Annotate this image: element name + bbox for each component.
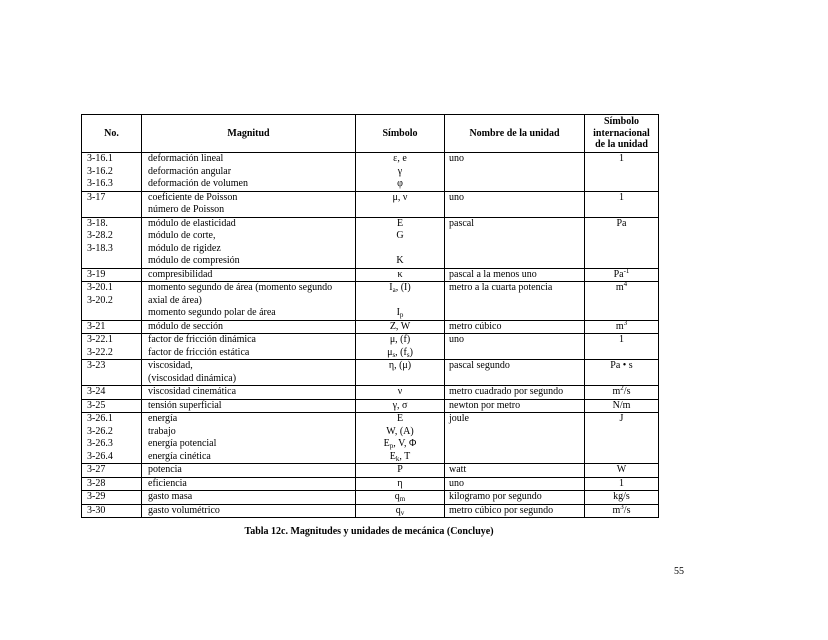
cell-no: [82, 464, 142, 478]
cell-no: [82, 477, 142, 491]
cell-simbolo-si: [585, 464, 659, 478]
cell-simbolo: [356, 413, 445, 464]
cell-simbolo-line: $I_a$, (I): [389, 282, 411, 294]
cell-unidad-line: pascal: [449, 217, 474, 229]
cell-simbolo-si: [585, 399, 659, 413]
cell-simbolo-si: [585, 504, 659, 518]
cell-simbolo: [356, 217, 445, 268]
cell-simbolo-line: G: [396, 230, 404, 241]
cell-simbolo-line: φ: [397, 178, 403, 189]
cell-simbolo: [356, 191, 445, 217]
table-row: [82, 386, 659, 400]
header-magnitud: Magnitud: [142, 115, 356, 153]
cell-simbolo-si-line: W: [616, 464, 627, 475]
mechanics-units-table: [81, 114, 659, 518]
cell-unidad-line: joule: [449, 413, 469, 424]
cell-no-line: 3-29: [87, 491, 106, 502]
cell-no-line: 3-18.: [87, 217, 108, 229]
cell-magnitud: [142, 282, 356, 321]
cell-simbolo-si-line: Pa: [616, 217, 627, 229]
cell-simbolo-si-line: $m^2/s$: [612, 384, 631, 397]
cell-unidad-line: kilogramo por segundo: [449, 491, 542, 502]
cell-simbolo-line: $q_v$: [395, 504, 405, 517]
cell-magnitud-line: módulo de elasticidad: [148, 217, 236, 229]
cell-no-line: 3-28.2: [87, 230, 113, 241]
cell-simbolo-si-line: $m^4$: [615, 280, 628, 293]
cell-simbolo-si-line: J: [619, 413, 624, 424]
cell-no-line: 3-26.4: [87, 450, 113, 462]
header-si-line: internacional: [593, 127, 650, 139]
cell-magnitud: [142, 413, 356, 464]
cell-magnitud-line: módulo de corte,: [148, 230, 216, 241]
cell-unidad: [445, 413, 585, 464]
cell-simbolo: [356, 282, 445, 321]
cell-simbolo-si: [585, 217, 659, 268]
cell-magnitud-line: número de Poisson: [148, 204, 225, 215]
cell-no-line: 3-20.1: [87, 282, 113, 293]
cell-simbolo: [356, 464, 445, 478]
cell-simbolo-si-line: kg/s: [613, 491, 630, 502]
header-unidad: Nombre de la unidad: [445, 115, 585, 153]
cell-unidad-line: uno: [449, 477, 464, 489]
cell-simbolo-line: γ, σ: [392, 399, 408, 411]
cell-simbolo-si-line: $Pa^{-1}$: [613, 266, 630, 280]
cell-unidad: [445, 282, 585, 321]
cell-simbolo: [356, 399, 445, 413]
cell-magnitud-line: energía cinética: [148, 450, 211, 462]
cell-no-line: 3-19: [87, 268, 106, 280]
cell-simbolo-si: [585, 334, 659, 360]
cell-magnitud-line: axial de área): [148, 294, 202, 306]
cell-unidad-line: uno: [449, 191, 464, 203]
cell-no-line: 3-26.2: [87, 425, 113, 437]
table-row: [82, 464, 659, 478]
cell-no-line: 3-16.1: [87, 153, 113, 164]
cell-magnitud: [142, 153, 356, 192]
cell-simbolo-si-line: N/m: [612, 399, 631, 411]
table-row: [82, 282, 659, 321]
cell-magnitud: [142, 386, 356, 400]
cell-no-line: 3-26.3: [87, 438, 113, 449]
cell-simbolo-si-line: 1: [619, 153, 624, 164]
cell-magnitud-line: módulo de rigidez: [148, 242, 221, 254]
cell-simbolo-line: [358, 243, 442, 256]
table-row: [82, 491, 659, 505]
cell-unidad-line: metro cúbico por segundo: [449, 504, 554, 516]
cell-magnitud-line: módulo de sección: [148, 320, 223, 332]
table-row: [82, 268, 659, 282]
cell-magnitud-line: deformación angular: [148, 165, 232, 177]
cell-unidad: [445, 217, 585, 268]
cell-magnitud-line: momento segundo polar de área: [148, 307, 276, 318]
cell-magnitud-line: módulo de compresión: [148, 255, 240, 266]
cell-magnitud: [142, 320, 356, 334]
cell-no: [82, 360, 142, 386]
cell-magnitud-line: momento segundo de área (momento segundo: [148, 282, 333, 293]
cell-unidad-line: newton por metro: [449, 399, 521, 411]
cell-unidad-line: metro cúbico: [449, 320, 502, 332]
table-row: [82, 320, 659, 334]
header-simbolo: Símbolo: [356, 115, 445, 153]
cell-no: [82, 153, 142, 192]
cell-no-line: 3-20.2: [87, 294, 113, 306]
table-row: [82, 191, 659, 217]
cell-no: [82, 191, 142, 217]
cell-no-line: 3-30: [87, 504, 106, 516]
table-caption-wrapper: [0, 521, 828, 539]
cell-no-line: 3-25: [87, 399, 106, 411]
table-row: [82, 477, 659, 491]
cell-simbolo-si: [585, 477, 659, 491]
cell-magnitud-line: trabajo: [148, 425, 176, 437]
cell-no: [82, 282, 142, 321]
cell-simbolo: [356, 360, 445, 386]
cell-simbolo-line: W, (A): [386, 425, 414, 437]
header-si-line: de la unidad: [595, 139, 648, 151]
cell-unidad-line: uno: [449, 334, 464, 345]
cell-magnitud-line: gasto masa: [148, 491, 193, 502]
cell-simbolo-line: $E_k$, T: [389, 450, 411, 463]
cell-unidad-line: metro a la cuarta potencia: [449, 282, 553, 293]
cell-unidad: [445, 334, 585, 360]
cell-simbolo-line: E: [396, 413, 404, 424]
cell-no: [82, 504, 142, 518]
cell-simbolo-line: μ, ν: [392, 191, 408, 203]
header-no: No.: [82, 115, 142, 153]
cell-simbolo-line: κ: [397, 268, 403, 280]
cell-magnitud: [142, 191, 356, 217]
table-row: [82, 217, 659, 268]
cell-simbolo: [356, 334, 445, 360]
cell-magnitud-line: deformación de volumen: [148, 178, 248, 189]
cell-simbolo-si: [585, 386, 659, 400]
cell-simbolo-si-line: 1: [619, 477, 624, 489]
cell-no: [82, 217, 142, 268]
cell-simbolo: [356, 268, 445, 282]
cell-simbolo-line: γ: [397, 165, 403, 177]
cell-simbolo-si: [585, 268, 659, 282]
cell-magnitud: [142, 477, 356, 491]
cell-magnitud: [142, 504, 356, 518]
cell-no-line: 3-17: [87, 191, 106, 203]
cell-unidad-line: watt: [449, 464, 467, 475]
cell-magnitud-line: deformación lineal: [148, 153, 224, 164]
cell-simbolo-si: [585, 413, 659, 464]
cell-no-line: 3-21: [87, 320, 106, 332]
cell-unidad-line: pascal a la menos uno: [449, 268, 537, 280]
cell-simbolo-line: P: [397, 464, 403, 475]
cell-simbolo: [356, 320, 445, 334]
cell-magnitud-line: tensión superficial: [148, 399, 222, 411]
cell-unidad: [445, 386, 585, 400]
cell-simbolo-si-line: 1: [619, 191, 624, 203]
cell-no: [82, 399, 142, 413]
cell-simbolo-si-line: $m^3$: [615, 318, 628, 332]
cell-simbolo-line: $I_p$: [396, 307, 404, 319]
cell-unidad: [445, 399, 585, 413]
cell-simbolo-line: η: [397, 477, 403, 489]
cell-unidad-line: metro cuadrado por segundo: [449, 386, 564, 397]
cell-magnitud-line: (viscosidad dinámica): [148, 372, 237, 384]
cell-magnitud: [142, 217, 356, 268]
cell-magnitud: [142, 491, 356, 505]
cell-no-line: 3-27: [87, 464, 106, 475]
cell-unidad: [445, 360, 585, 386]
cell-magnitud: [142, 334, 356, 360]
cell-magnitud-line: compresibilidad: [148, 268, 213, 280]
cell-magnitud-line: factor de fricción dinámica: [148, 334, 256, 345]
cell-no: [82, 334, 142, 360]
cell-simbolo: [356, 386, 445, 400]
cell-no-line: 3-22.1: [87, 334, 113, 345]
cell-magnitud-line: viscosidad cinemática: [148, 386, 237, 397]
cell-simbolo-line: [358, 295, 442, 308]
cell-magnitud-line: coeficiente de Poisson: [148, 191, 238, 203]
cell-simbolo-line: $q_m$: [394, 491, 406, 503]
cell-no: [82, 320, 142, 334]
cell-simbolo-si: [585, 320, 659, 334]
page-number: 55: [674, 566, 684, 577]
cell-simbolo-line: $E_p$, V, Φ: [383, 438, 417, 450]
cell-unidad: [445, 320, 585, 334]
cell-magnitud-line: gasto volumétrico: [148, 504, 220, 516]
table-body: [82, 153, 659, 518]
cell-magnitud: [142, 360, 356, 386]
table-row: [82, 504, 659, 518]
cell-no-line: 3-23: [87, 360, 106, 371]
cell-simbolo-si-line: 1: [619, 334, 624, 345]
cell-no-line: 3-24: [87, 386, 106, 397]
cell-simbolo: [356, 153, 445, 192]
cell-no-line: 3-16.3: [87, 178, 113, 189]
cell-unidad: [445, 464, 585, 478]
cell-no-line: 3-28: [87, 477, 106, 489]
table-row: [82, 413, 659, 464]
cell-unidad: [445, 504, 585, 518]
cell-unidad: [445, 491, 585, 505]
cell-magnitud-line: potencia: [148, 464, 182, 475]
cell-no: [82, 268, 142, 282]
cell-simbolo-si: [585, 153, 659, 192]
cell-magnitud-line: factor de fricción estática: [148, 346, 250, 358]
cell-simbolo: [356, 504, 445, 518]
cell-no: [82, 386, 142, 400]
cell-simbolo-line: η, (μ): [388, 360, 412, 371]
cell-simbolo: [356, 477, 445, 491]
cell-no-line: 3-22.2: [87, 346, 113, 358]
cell-no-line: 3-16.2: [87, 165, 113, 177]
cell-simbolo-si: [585, 282, 659, 321]
header-si-line: Símbolo: [603, 116, 639, 128]
cell-magnitud-line: viscosidad,: [148, 360, 193, 371]
table-row: [82, 360, 659, 386]
cell-simbolo: [356, 491, 445, 505]
cell-magnitud: [142, 464, 356, 478]
table-caption: Tabla 12c. Magnitudes y unidades de mecánica (Concluye): [244, 526, 494, 537]
table-row: [82, 334, 659, 360]
cell-magnitud-line: energía: [148, 413, 178, 424]
cell-unidad: [445, 477, 585, 491]
cell-simbolo-line: $\mu_s$, $(f_s)$: [387, 346, 413, 359]
cell-simbolo-si: [585, 191, 659, 217]
cell-magnitud: [142, 268, 356, 282]
cell-no-line: 3-18.3: [87, 242, 113, 254]
cell-magnitud: [142, 399, 356, 413]
cell-simbolo-line: ε, e: [393, 153, 407, 164]
cell-no: [82, 413, 142, 464]
table-row: [82, 399, 659, 413]
cell-simbolo-line: Z, W: [389, 320, 411, 332]
cell-simbolo-line: E: [396, 217, 404, 229]
cell-unidad: [445, 268, 585, 282]
cell-unidad-line: uno: [449, 153, 464, 164]
cell-magnitud-line: eficiencia: [148, 477, 187, 489]
cell-simbolo-line: ν: [397, 386, 403, 397]
table-row: [82, 153, 659, 192]
cell-unidad: [445, 191, 585, 217]
cell-simbolo-line: K: [396, 255, 404, 266]
cell-magnitud-line: energía potencial: [148, 438, 217, 449]
table-header-row: [82, 115, 659, 153]
cell-simbolo-si-line: $m^3/s$: [612, 502, 631, 516]
cell-unidad: [445, 153, 585, 192]
cell-unidad-line: pascal segundo: [449, 360, 510, 371]
header-simbolo-internacional: [585, 115, 659, 153]
cell-simbolo-line: μ, (f): [389, 334, 411, 345]
cell-no-line: 3-26.1: [87, 413, 113, 424]
cell-no: [82, 491, 142, 505]
cell-simbolo-si-line: Pa • s: [610, 360, 633, 371]
cell-simbolo-si: [585, 360, 659, 386]
